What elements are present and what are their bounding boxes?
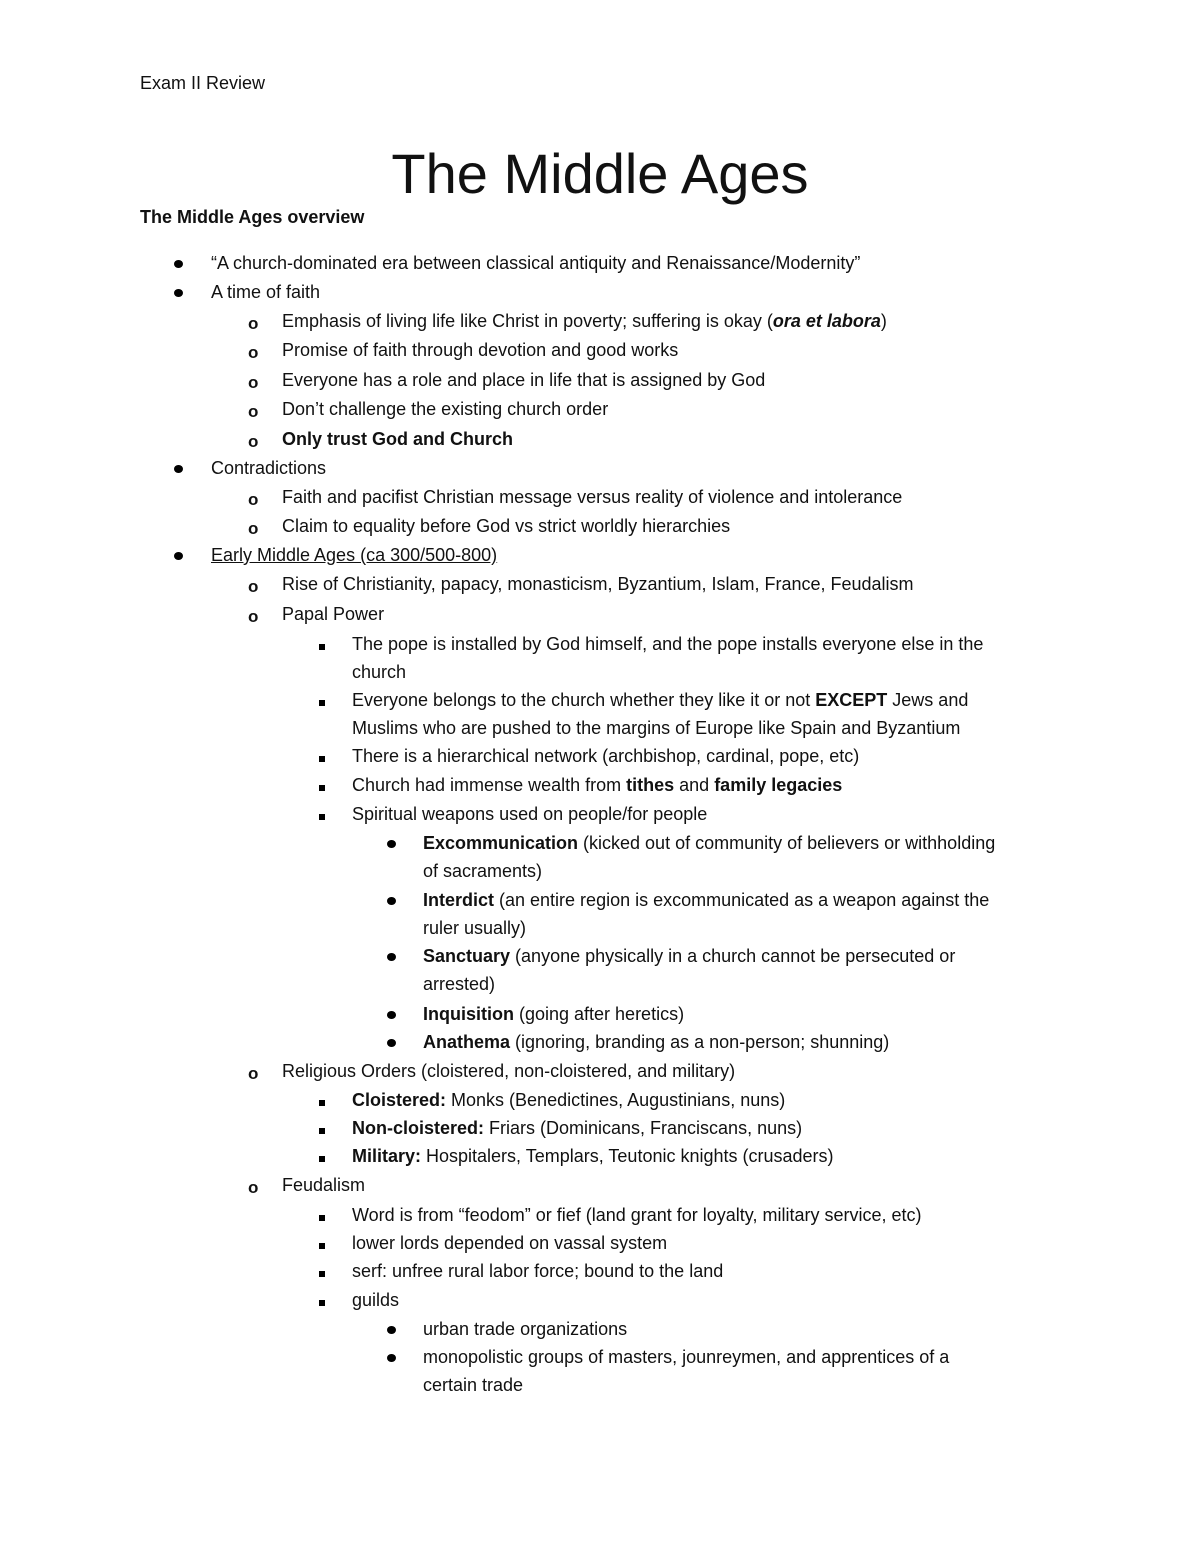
list-item bbox=[423, 886, 989, 914]
list-bullet-icon bbox=[319, 1300, 325, 1306]
list-bullet-icon bbox=[319, 1100, 325, 1106]
list-item bbox=[282, 395, 608, 423]
list-item-text: Rise of Christianity, papacy, monasticism, Byzantium, Islam, France, Feudalism bbox=[282, 574, 914, 594]
list-item-text: church bbox=[352, 662, 407, 682]
list-item bbox=[352, 771, 842, 799]
list-item-text: guilds bbox=[352, 1290, 400, 1310]
list-item bbox=[282, 570, 914, 598]
list-item-text: lower lords depended on vassal system bbox=[352, 1233, 668, 1253]
list-item-text: Cloistered: bbox=[352, 1090, 447, 1110]
list-item-text: (anyone physically in a church cannot be persecuted or bbox=[510, 946, 956, 966]
list-bullet-icon bbox=[387, 1354, 396, 1362]
list-item-continuation bbox=[423, 970, 495, 998]
list-bullet-icon: o bbox=[248, 432, 259, 451]
list-item bbox=[352, 800, 707, 828]
list-item-text: Promise of faith through devotion and good works bbox=[282, 340, 679, 360]
list-item-text: monopolistic groups of masters, jounreymen, and apprentices of a bbox=[423, 1347, 950, 1367]
list-item-continuation bbox=[352, 714, 960, 742]
list-bullet-icon bbox=[387, 840, 396, 848]
list-bullet-icon bbox=[319, 700, 325, 706]
list-item-text: ora et labora bbox=[772, 311, 881, 331]
list-item bbox=[282, 483, 902, 511]
list-item-text: Faith and pacifist Christian message versus reality of violence and intolerance bbox=[282, 487, 903, 507]
list-item-text: Don’t challenge the existing church order bbox=[282, 399, 609, 419]
list-item-text: Everyone belongs to the church whether they like it or not bbox=[352, 690, 816, 710]
list-item-text: ) bbox=[880, 311, 887, 331]
list-item bbox=[423, 1315, 627, 1343]
list-item-text: Inquisition bbox=[423, 1004, 514, 1024]
list-item-text: of sacraments) bbox=[423, 861, 543, 881]
list-bullet-icon: o bbox=[248, 343, 259, 362]
list-item bbox=[423, 1000, 684, 1028]
list-item bbox=[352, 1142, 834, 1170]
list-item-text: EXCEPT bbox=[815, 690, 888, 710]
list-bullet-icon bbox=[174, 465, 183, 473]
list-item-text: “A church-dominated era between classical antiquity and Renaissance/Modernity” bbox=[211, 253, 861, 273]
list-item bbox=[352, 1257, 723, 1285]
list-item-text: Word is from “feodom” or fief (land grant for loyalty, military service, etc) bbox=[352, 1205, 922, 1225]
list-item-text: Spiritual weapons used on people/for people bbox=[352, 804, 708, 824]
list-item-text: (going after heretics) bbox=[513, 1004, 685, 1024]
page-title: The Middle Ages bbox=[391, 142, 809, 205]
list-item bbox=[211, 541, 497, 569]
list-item-continuation bbox=[423, 1371, 523, 1399]
list-bullet-icon bbox=[319, 1215, 325, 1221]
list-bullet-icon bbox=[319, 1156, 325, 1162]
list-item-text: tithes bbox=[626, 775, 675, 795]
list-bullet-icon bbox=[319, 1243, 325, 1249]
list-item-text: Hospitalers, Templars, Teutonic knights (crusaders) bbox=[421, 1146, 834, 1166]
list-item bbox=[352, 742, 859, 770]
list-item-text: Sanctuary bbox=[423, 946, 511, 966]
list-bullet-icon: o bbox=[248, 490, 259, 509]
list-bullet-icon bbox=[387, 1011, 396, 1019]
list-bullet-icon bbox=[319, 756, 325, 762]
list-bullet-icon bbox=[174, 552, 183, 560]
list-item bbox=[282, 336, 678, 364]
list-item bbox=[282, 1057, 735, 1085]
list-bullet-icon bbox=[319, 785, 325, 791]
list-bullet-icon: o bbox=[248, 519, 259, 538]
list-item-text: Church had immense wealth from bbox=[352, 775, 627, 795]
list-item-text: Non-cloistered: bbox=[352, 1118, 485, 1138]
list-item bbox=[352, 1286, 399, 1314]
list-item-text: and bbox=[674, 775, 715, 795]
list-item-text: urban trade organizations bbox=[423, 1319, 628, 1339]
list-bullet-icon bbox=[387, 1039, 396, 1047]
list-item-text: Religious Orders (cloistered, non-cloistered, and military) bbox=[282, 1061, 736, 1081]
list-item-text: serf: unfree rural labor force; bound to the land bbox=[352, 1261, 724, 1281]
list-item-text: (an entire region is excommunicated as a weapon against the bbox=[494, 890, 990, 910]
page-header: Exam II Review bbox=[140, 73, 266, 93]
list-item-text: (ignoring, branding as a non-person; shunning) bbox=[510, 1032, 890, 1052]
list-item-text: Friars (Dominicans, Franciscans, nuns) bbox=[484, 1118, 803, 1138]
list-item bbox=[423, 1343, 949, 1371]
list-item bbox=[282, 425, 513, 453]
list-bullet-icon: o bbox=[248, 402, 259, 421]
list-item-text: Claim to equality before God vs strict worldly hierarchies bbox=[282, 516, 731, 536]
list-item-text: Early Middle Ages (ca 300/500-800) bbox=[211, 545, 498, 565]
list-item bbox=[352, 686, 968, 714]
list-item-text: Only trust God and Church bbox=[282, 429, 514, 449]
list-bullet-icon bbox=[174, 289, 183, 297]
list-bullet-icon: o bbox=[248, 607, 259, 626]
list-item bbox=[352, 1201, 922, 1229]
list-item-text: Anathema bbox=[423, 1032, 511, 1052]
list-item-text: Contradictions bbox=[211, 458, 327, 478]
list-item bbox=[282, 366, 765, 394]
list-bullet-icon bbox=[319, 814, 325, 820]
list-item-continuation bbox=[423, 914, 526, 942]
list-item-text: Emphasis of living life like Christ in poverty; suffering is okay ( bbox=[282, 311, 773, 331]
list-bullet-icon bbox=[319, 1271, 325, 1277]
list-item-text: Military: bbox=[352, 1146, 422, 1166]
list-item-text: Muslims who are pushed to the margins of Europe like Spain and Byzantium bbox=[352, 718, 961, 738]
list-bullet-icon: o bbox=[248, 1178, 259, 1197]
list-bullet-icon: o bbox=[248, 373, 259, 392]
list-item bbox=[282, 1171, 365, 1199]
list-item-continuation bbox=[423, 857, 542, 885]
list-item-text: Feudalism bbox=[282, 1175, 366, 1195]
list-bullet-icon: o bbox=[248, 314, 259, 333]
list-item bbox=[352, 1229, 667, 1257]
list-item bbox=[282, 512, 730, 540]
list-item-text: There is a hierarchical network (archbishop, cardinal, pope, etc) bbox=[352, 746, 860, 766]
list-item-text: Interdict bbox=[423, 890, 495, 910]
list-item bbox=[211, 249, 860, 277]
section-heading: The Middle Ages overview bbox=[140, 207, 365, 227]
list-item bbox=[282, 307, 887, 335]
list-bullet-icon bbox=[174, 260, 183, 268]
list-item-text: certain trade bbox=[423, 1375, 524, 1395]
list-bullet-icon bbox=[387, 897, 396, 905]
list-bullet-icon bbox=[319, 1128, 325, 1134]
list-item bbox=[352, 1114, 802, 1142]
list-item-text: A time of faith bbox=[211, 282, 321, 302]
list-item bbox=[282, 600, 384, 628]
list-item-text: family legacies bbox=[714, 775, 843, 795]
list-item bbox=[352, 1086, 785, 1114]
list-item-text: ruler usually) bbox=[423, 918, 527, 938]
list-item-text: The pope is installed by God himself, and the pope installs everyone else in the bbox=[352, 634, 984, 654]
list-bullet-icon bbox=[387, 1326, 396, 1334]
list-bullet-icon: o bbox=[248, 1064, 259, 1083]
list-item-continuation bbox=[352, 658, 406, 686]
list-item bbox=[352, 630, 983, 658]
list-bullet-icon bbox=[319, 644, 325, 650]
list-bullet-icon bbox=[387, 953, 396, 961]
list-item-text: arrested) bbox=[423, 974, 496, 994]
list-item-text: Monks (Benedictines, Augustinians, nuns) bbox=[446, 1090, 786, 1110]
list-item-text: Papal Power bbox=[282, 604, 385, 624]
list-item bbox=[423, 1028, 889, 1056]
list-item bbox=[423, 829, 995, 857]
list-bullet-icon: o bbox=[248, 577, 259, 596]
list-item-text: Everyone has a role and place in life that is assigned by God bbox=[282, 370, 766, 390]
list-item bbox=[423, 942, 955, 970]
list-item-text: Excommunication bbox=[423, 833, 579, 853]
list-item bbox=[211, 278, 320, 306]
list-item bbox=[211, 454, 326, 482]
list-item-text: Jews and bbox=[887, 690, 969, 710]
list-item-text: (kicked out of community of believers or withholding bbox=[578, 833, 996, 853]
